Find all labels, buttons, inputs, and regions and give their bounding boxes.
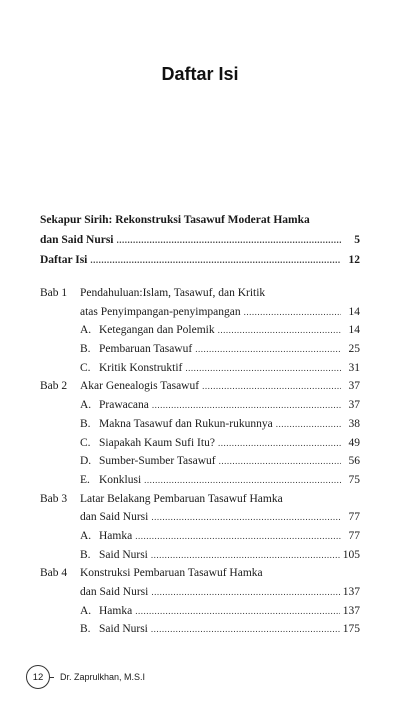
toc-page-number: 49 bbox=[348, 436, 360, 449]
chapter-title: dan Said Nursi bbox=[80, 511, 149, 524]
toc-front-entry[interactable] bbox=[40, 234, 360, 254]
section-letter: B. bbox=[80, 417, 91, 430]
chapter-number: Bab 4 bbox=[40, 567, 68, 580]
toc-page-number: 37 bbox=[348, 399, 360, 412]
leader-dots bbox=[151, 512, 341, 522]
toc-page-number: 77 bbox=[348, 529, 360, 542]
toc-page-number: 105 bbox=[342, 548, 360, 561]
section-letter: A. bbox=[80, 529, 92, 542]
section-letter: D. bbox=[80, 455, 92, 468]
toc-chapter-entry[interactable] bbox=[40, 380, 360, 399]
toc-page-number: 12 bbox=[348, 254, 360, 266]
section-title: Hamka bbox=[99, 529, 133, 542]
leader-dots bbox=[151, 550, 340, 560]
toc-chapter-entry-cont[interactable] bbox=[40, 586, 360, 605]
toc-section-entry[interactable] bbox=[40, 437, 360, 456]
toc-section-entry[interactable] bbox=[40, 324, 360, 343]
toc-chapter-entry[interactable] bbox=[40, 567, 360, 586]
leader-dots bbox=[135, 531, 341, 541]
toc-page-number: 14 bbox=[348, 324, 360, 337]
leader-dots bbox=[151, 624, 340, 634]
leader-dots bbox=[218, 325, 341, 335]
chapter-title: Akar Genealogis Tasawuf bbox=[80, 380, 200, 393]
toc-page-number: 38 bbox=[348, 417, 360, 430]
leader-dots bbox=[90, 255, 341, 265]
leader-dots bbox=[195, 344, 341, 354]
toc-page-number: 137 bbox=[342, 586, 360, 598]
toc-section-entry[interactable] bbox=[40, 455, 360, 474]
leader-dots bbox=[244, 307, 341, 317]
section-title: Pembaruan Tasawuf bbox=[99, 343, 193, 356]
section-title: Said Nursi bbox=[99, 623, 148, 636]
leader-dots bbox=[185, 363, 341, 373]
section-letter: B. bbox=[80, 343, 91, 356]
leader-dots bbox=[219, 456, 341, 466]
section-title: Said Nursi bbox=[99, 548, 148, 561]
toc-section-entry[interactable] bbox=[40, 474, 360, 493]
section-title: Sumber-Sumber Tasawuf bbox=[99, 455, 216, 468]
toc-entry-label: Daftar Isi bbox=[40, 254, 88, 266]
toc-section-entry[interactable] bbox=[40, 623, 360, 642]
toc-section-entry[interactable] bbox=[40, 362, 360, 381]
section-title: Siapakah Kaum Sufi Itu? bbox=[99, 436, 215, 449]
footer-divider bbox=[50, 677, 54, 678]
toc-page-number: 31 bbox=[348, 361, 360, 374]
chapter-title: Konstruksi Pembaruan Tasawuf Hamka bbox=[80, 567, 263, 580]
section-title: Makna Tasawuf dan Rukun-rukunnya bbox=[99, 417, 273, 430]
toc-page-number: 5 bbox=[354, 234, 360, 246]
section-title: Konklusi bbox=[99, 473, 142, 486]
toc-page-number: 175 bbox=[342, 623, 360, 636]
section-title: Kritik Konstruktif bbox=[99, 361, 183, 374]
section-letter: C. bbox=[80, 361, 91, 374]
table-of-contents bbox=[40, 214, 360, 642]
toc-section-entry[interactable] bbox=[40, 549, 360, 568]
toc-front-entry[interactable] bbox=[40, 214, 360, 234]
section-letter: B. bbox=[80, 623, 91, 636]
section-letter: A. bbox=[80, 324, 92, 337]
toc-section-entry[interactable] bbox=[40, 418, 360, 437]
chapter-number: Bab 1 bbox=[40, 287, 68, 299]
toc-section-entry[interactable] bbox=[40, 343, 360, 362]
toc-page-number: 56 bbox=[348, 455, 360, 468]
page-number-badge: 12 bbox=[26, 665, 50, 689]
toc-chapter-entry-cont[interactable] bbox=[40, 511, 360, 530]
toc-entry-label: dan Said Nursi bbox=[40, 234, 114, 246]
toc-chapter-entry-cont[interactable] bbox=[40, 306, 360, 325]
page-footer bbox=[26, 665, 145, 689]
leader-dots bbox=[218, 438, 341, 448]
toc-page-number: 25 bbox=[348, 343, 360, 356]
section-letter: E. bbox=[80, 473, 90, 486]
chapter-title: Pendahuluan:Islam, Tasawuf, dan Kritik bbox=[80, 287, 266, 299]
chapter-number: Bab 3 bbox=[40, 492, 68, 505]
toc-chapter-entry[interactable] bbox=[40, 493, 360, 512]
section-letter: A. bbox=[80, 604, 92, 617]
section-title: Prawacana bbox=[99, 399, 149, 412]
section-letter: A. bbox=[80, 399, 92, 412]
leader-dots bbox=[151, 587, 339, 597]
leader-dots bbox=[152, 400, 341, 410]
toc-page-number: 37 bbox=[348, 380, 360, 393]
leader-dots bbox=[117, 235, 341, 245]
section-title: Hamka bbox=[99, 604, 133, 617]
chapter-title: atas Penyimpangan-penyimpangan bbox=[80, 305, 241, 318]
toc-page-number: 14 bbox=[348, 305, 360, 318]
chapter-title: Latar Belakang Pembaruan Tasawuf Hamka bbox=[80, 492, 283, 505]
toc-page-number: 75 bbox=[348, 473, 360, 486]
leader-dots bbox=[144, 475, 341, 485]
page-title: Daftar Isi bbox=[161, 64, 239, 84]
chapter-title: dan Said Nursi bbox=[80, 586, 149, 598]
toc-section-entry[interactable] bbox=[40, 399, 360, 418]
toc-front-entry[interactable] bbox=[40, 254, 360, 274]
toc-section-entry[interactable] bbox=[40, 605, 360, 624]
footer-author: Dr. Zaprulkhan, M.S.I bbox=[60, 672, 146, 682]
section-letter: C. bbox=[80, 436, 91, 449]
toc-entry-label: Sekapur Sirih: Rekonstruksi Tasawuf Moderat Hamka bbox=[40, 214, 310, 226]
toc-page-number: 77 bbox=[348, 511, 360, 524]
toc-chapter-entry[interactable] bbox=[40, 287, 360, 306]
chapter-number: Bab 2 bbox=[40, 380, 68, 393]
leader-dots bbox=[135, 606, 340, 616]
leader-dots bbox=[202, 381, 341, 391]
toc-page-number: 137 bbox=[342, 604, 360, 617]
section-title: Ketegangan dan Polemik bbox=[99, 324, 215, 337]
leader-dots bbox=[276, 419, 341, 429]
section-letter: B. bbox=[80, 548, 91, 561]
toc-section-entry[interactable] bbox=[40, 530, 360, 549]
